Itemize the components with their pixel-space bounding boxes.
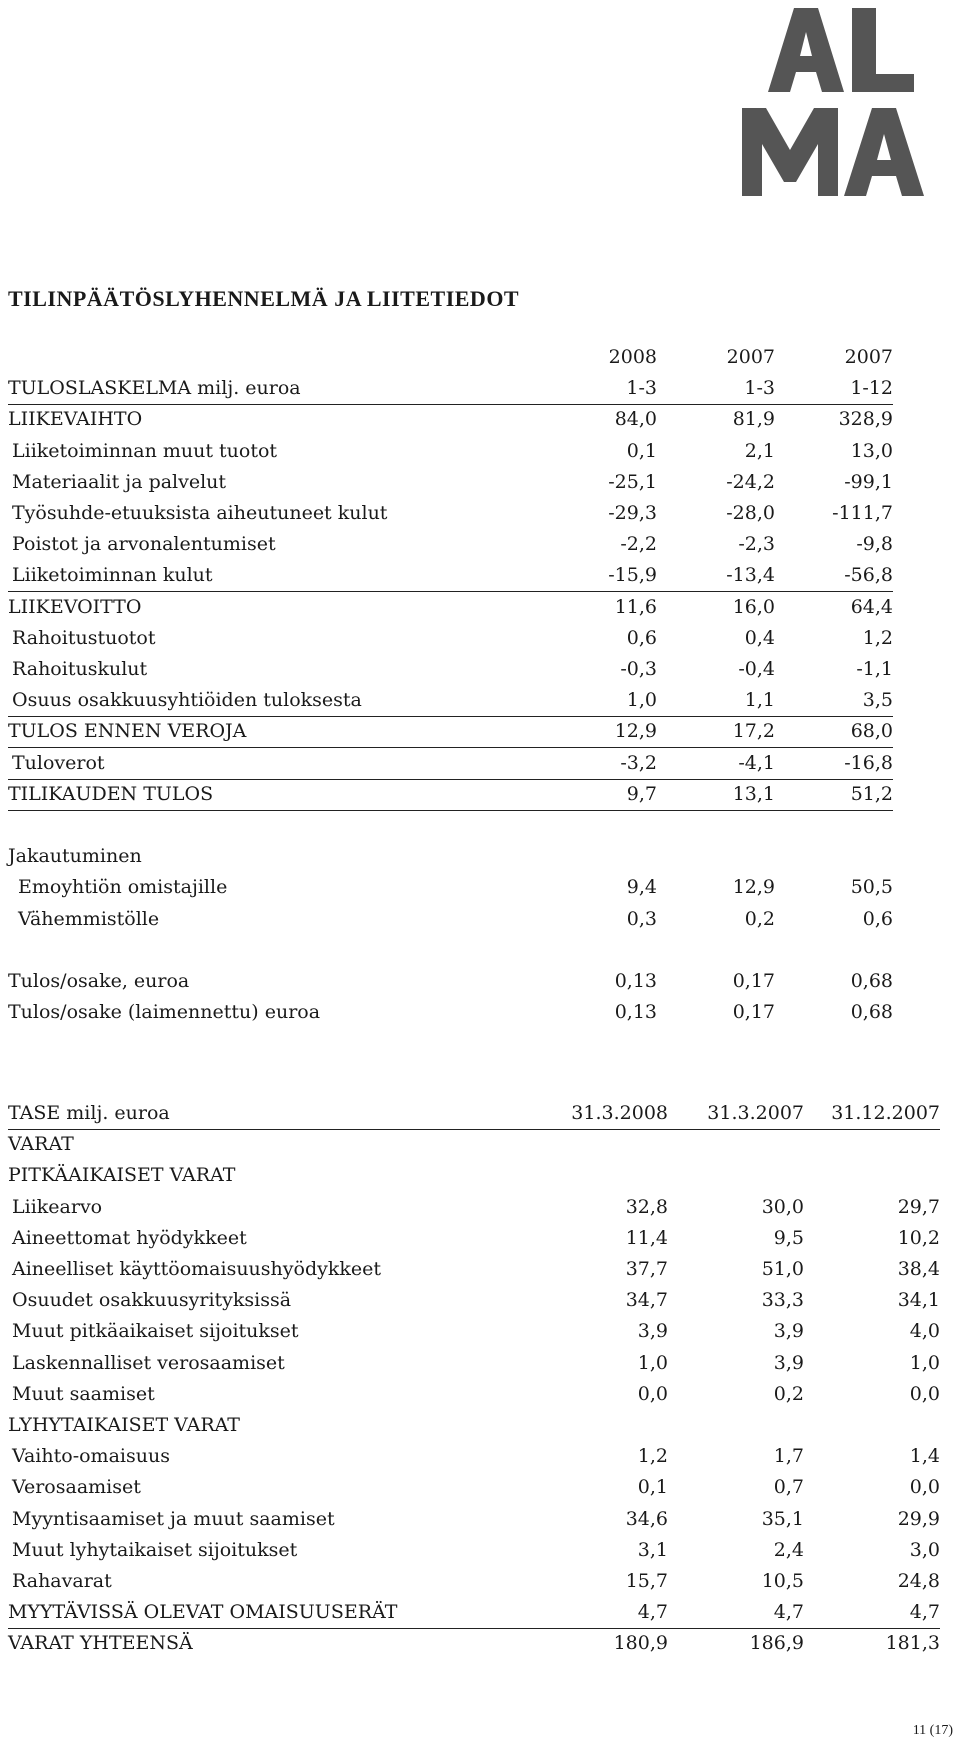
distribution-row <box>8 872 893 903</box>
balance-section-row <box>8 1160 940 1191</box>
value-cell: 0,3 <box>626 907 657 930</box>
balance-row <box>8 1472 940 1503</box>
value-cell: 12,9 <box>732 876 775 899</box>
value-cell: -56,8 <box>844 564 893 587</box>
row-label: TILIKAUDEN TULOS <box>8 782 214 805</box>
value-cell: 51,2 <box>850 782 893 805</box>
income-row <box>8 685 893 717</box>
value-cell: 9,7 <box>626 782 657 805</box>
row-label: Liikearvo <box>12 1195 103 1218</box>
value-cell: 0,7 <box>773 1476 804 1499</box>
value-cell: 31.3.2008 <box>571 1102 668 1124</box>
value-cell: 0,1 <box>626 439 657 462</box>
value-cell: 180,9 <box>613 1632 668 1655</box>
balance-row <box>8 1285 940 1316</box>
value-cell: 1,1 <box>744 689 775 712</box>
value-cell: 0,17 <box>732 970 775 992</box>
row-label: Osuus osakkuusyhtiöiden tuloksesta <box>12 689 362 712</box>
document-heading: TILINPÄÄTÖSLYHENNELMÄ JA LIITETIEDOT <box>8 286 520 311</box>
row-label: TULOSLASKELMA milj. euroa <box>8 377 301 400</box>
value-cell: 0,13 <box>614 1001 657 1024</box>
balance-section-row <box>8 1129 940 1160</box>
balance-section-row <box>8 1597 940 1629</box>
value-cell: 3,9 <box>773 1320 804 1343</box>
value-cell: -9,8 <box>856 533 893 556</box>
value-cell: 34,1 <box>897 1289 940 1312</box>
row-label: PITKÄAIKAISET VARAT <box>8 1164 236 1187</box>
value-cell: 186,9 <box>749 1632 804 1655</box>
income-row <box>8 404 893 435</box>
balance-header-row <box>8 1098 940 1130</box>
value-cell: 50,5 <box>850 876 893 899</box>
value-cell: 1,2 <box>637 1445 668 1468</box>
balance-row <box>8 1316 940 1347</box>
value-cell: 81,9 <box>732 408 775 431</box>
value-cell: 30,0 <box>761 1195 804 1218</box>
row-label: Liiketoiminnan muut tuotot <box>12 439 278 462</box>
value-cell: 0,4 <box>744 626 775 649</box>
income-row <box>8 467 893 498</box>
value-cell: 2008 <box>608 346 657 368</box>
value-cell: -2,2 <box>620 533 657 556</box>
value-cell: 4,7 <box>773 1601 804 1624</box>
value-cell: 0,17 <box>732 1001 775 1024</box>
row-label: Osuudet osakkuusyrityksissä <box>12 1289 292 1312</box>
value-cell: 0,2 <box>744 907 775 930</box>
row-label: Poistot ja arvonalentumiset <box>12 533 276 556</box>
value-cell: 51,0 <box>761 1258 804 1280</box>
value-cell: 12,9 <box>614 720 657 743</box>
value-cell: 0,68 <box>850 1001 893 1024</box>
row-label: Materiaalit ja palvelut <box>12 470 227 493</box>
row-label: Tulos/osake (laimennettu) euroa <box>8 1001 321 1024</box>
value-cell: 2007 <box>726 346 775 368</box>
income-row <box>8 779 893 811</box>
value-cell: 1,2 <box>862 626 893 649</box>
value-cell: 0,2 <box>773 1382 804 1405</box>
value-cell: 32,8 <box>625 1195 668 1218</box>
value-cell: 24,8 <box>897 1570 940 1592</box>
value-cell: 34,7 <box>625 1289 668 1312</box>
years-row <box>8 342 893 373</box>
row-label: Laskennalliset verosaamiset <box>12 1351 285 1374</box>
value-cell: 38,4 <box>897 1258 940 1280</box>
value-cell: 3,9 <box>637 1320 668 1343</box>
value-cell: 0,6 <box>626 626 657 649</box>
value-cell: 4,7 <box>909 1601 940 1624</box>
value-cell: -25,1 <box>608 470 657 493</box>
distribution-title <box>8 841 893 872</box>
value-cell: -99,1 <box>844 470 893 493</box>
value-cell: 0,0 <box>909 1382 940 1405</box>
value-cell: 9,4 <box>626 876 657 899</box>
value-cell: 1,0 <box>626 689 657 712</box>
row-label: Rahoituskulut <box>12 658 148 680</box>
row-label: TULOS ENNEN VEROJA <box>8 720 247 743</box>
row-label: Muut saamiset <box>12 1382 155 1405</box>
value-cell: -0,4 <box>738 658 775 680</box>
row-label: LYHYTAIKAISET VARAT <box>8 1414 240 1436</box>
balance-row <box>8 1254 940 1285</box>
value-cell: 181,3 <box>885 1632 940 1655</box>
value-cell: -15,9 <box>608 564 657 587</box>
value-cell: 1,0 <box>637 1351 668 1374</box>
page-number: 11 (17) <box>912 1723 953 1738</box>
value-cell: 33,3 <box>761 1289 804 1312</box>
value-cell: -28,0 <box>726 502 775 524</box>
balance-row <box>8 1348 940 1379</box>
value-cell: -13,4 <box>726 564 775 587</box>
value-cell: -29,3 <box>608 502 657 524</box>
row-label: Rahoitustuotot <box>12 626 156 649</box>
row-label: Työsuhde-etuuksista aiheutuneet kulut <box>12 502 388 524</box>
income-row <box>8 654 893 685</box>
balance-row <box>8 1504 940 1535</box>
value-cell: 2,4 <box>773 1538 804 1561</box>
income-row <box>8 623 893 654</box>
value-cell: 3,9 <box>773 1351 804 1374</box>
value-cell: 29,7 <box>897 1195 940 1218</box>
value-cell: 1,0 <box>909 1351 940 1374</box>
row-label: Rahavarat <box>12 1570 112 1592</box>
value-cell: 0,0 <box>637 1382 668 1405</box>
income-row <box>8 716 893 748</box>
value-cell: 2,1 <box>744 439 775 462</box>
row-label: Aineettomat hyödykkeet <box>12 1226 247 1249</box>
row-label: Muut pitkäaikaiset sijoitukset <box>12 1320 299 1343</box>
value-cell: 3,0 <box>909 1538 940 1561</box>
value-cell: 84,0 <box>614 408 657 431</box>
value-cell: 4,7 <box>637 1601 668 1624</box>
value-cell: 0,1 <box>637 1476 668 1499</box>
value-cell: 68,0 <box>850 720 893 743</box>
row-label: LIIKEVAIHTO <box>8 408 143 431</box>
value-cell: 0,68 <box>850 970 893 992</box>
value-cell: 34,6 <box>625 1507 668 1530</box>
row-label: Tulos/osake, euroa <box>8 970 190 992</box>
value-cell: 31.12.2007 <box>831 1102 940 1124</box>
value-cell: -0,3 <box>620 658 657 680</box>
value-cell: 0,0 <box>909 1476 940 1499</box>
value-cell: 1-3 <box>626 377 657 400</box>
value-cell: 37,7 <box>625 1258 668 1280</box>
row-label: Liiketoiminnan kulut <box>12 564 213 587</box>
row-label: Vähemmistölle <box>18 907 160 930</box>
income-row <box>8 748 893 780</box>
balance-row <box>8 1192 940 1223</box>
income-row <box>8 498 893 529</box>
distribution-row <box>8 904 893 935</box>
row-label: Aineelliset käyttöomaisuushyödykkeet <box>12 1258 381 1280</box>
value-cell: 64,4 <box>850 595 893 618</box>
income-row <box>8 560 893 592</box>
balance-row <box>8 1535 940 1566</box>
value-cell: -4,1 <box>738 751 775 774</box>
row-label: MYYTÄVISSÄ OLEVAT OMAISUUSERÄT <box>8 1601 398 1624</box>
row-label: VARAT <box>8 1133 74 1156</box>
value-cell: 9,5 <box>773 1226 804 1249</box>
value-cell: 3,1 <box>637 1538 668 1561</box>
value-cell: 17,2 <box>732 720 775 743</box>
value-cell: -1,1 <box>856 658 893 680</box>
value-cell: -3,2 <box>620 751 657 774</box>
value-cell: 10,2 <box>897 1226 940 1249</box>
balance-section-row <box>8 1410 940 1441</box>
eps-row <box>8 966 893 997</box>
value-cell: 13,0 <box>850 439 893 462</box>
value-cell: 31.3.2007 <box>707 1102 804 1124</box>
value-cell: 35,1 <box>761 1507 804 1530</box>
value-cell: -111,7 <box>832 502 893 524</box>
value-cell: 15,7 <box>625 1570 668 1592</box>
value-cell: 10,5 <box>761 1570 804 1592</box>
value-cell: 0,13 <box>614 970 657 992</box>
row-label: Tuloverot <box>12 751 105 774</box>
value-cell: 1,7 <box>773 1445 804 1468</box>
row-label: LIIKEVOITTO <box>8 595 142 618</box>
value-cell: -24,2 <box>726 470 775 493</box>
row-label: Myyntisaamiset ja muut saamiset <box>12 1507 335 1530</box>
value-cell: 3,5 <box>862 689 893 712</box>
row-label: Emoyhtiön omistajille <box>18 876 228 899</box>
value-cell: 4,0 <box>909 1320 940 1343</box>
balance-row <box>8 1441 940 1472</box>
value-cell: -2,3 <box>738 533 775 556</box>
eps-row <box>8 997 893 1028</box>
value-cell: 13,1 <box>732 782 775 805</box>
value-cell: 11,6 <box>614 595 657 618</box>
value-cell: 29,9 <box>897 1507 940 1530</box>
value-cell: 328,9 <box>838 408 893 431</box>
income-row <box>8 592 893 623</box>
row-label: Jakautuminen <box>8 845 142 868</box>
value-cell: 1-12 <box>850 377 893 400</box>
balance-row <box>8 1223 940 1254</box>
row-label: Vaihto-omaisuus <box>12 1445 170 1468</box>
balance-row <box>8 1566 940 1597</box>
balance-section-row <box>8 1628 940 1659</box>
value-cell: -16,8 <box>844 751 893 774</box>
income-row <box>8 436 893 467</box>
value-cell: 1-3 <box>744 377 775 400</box>
row-label: Verosaamiset <box>12 1476 141 1499</box>
value-cell: 11,4 <box>625 1226 668 1249</box>
alma-logo <box>738 0 960 200</box>
income-header-row <box>8 373 893 405</box>
value-cell: 16,0 <box>732 595 775 618</box>
balance-row <box>8 1379 940 1410</box>
value-cell: 0,6 <box>862 907 893 930</box>
income-row <box>8 529 893 560</box>
value-cell: 1,4 <box>909 1445 940 1468</box>
row-label: Muut lyhytaikaiset sijoitukset <box>12 1538 298 1561</box>
row-label: TASE milj. euroa <box>8 1102 170 1124</box>
value-cell: 2007 <box>844 346 893 368</box>
row-label: VARAT YHTEENSÄ <box>8 1632 193 1655</box>
